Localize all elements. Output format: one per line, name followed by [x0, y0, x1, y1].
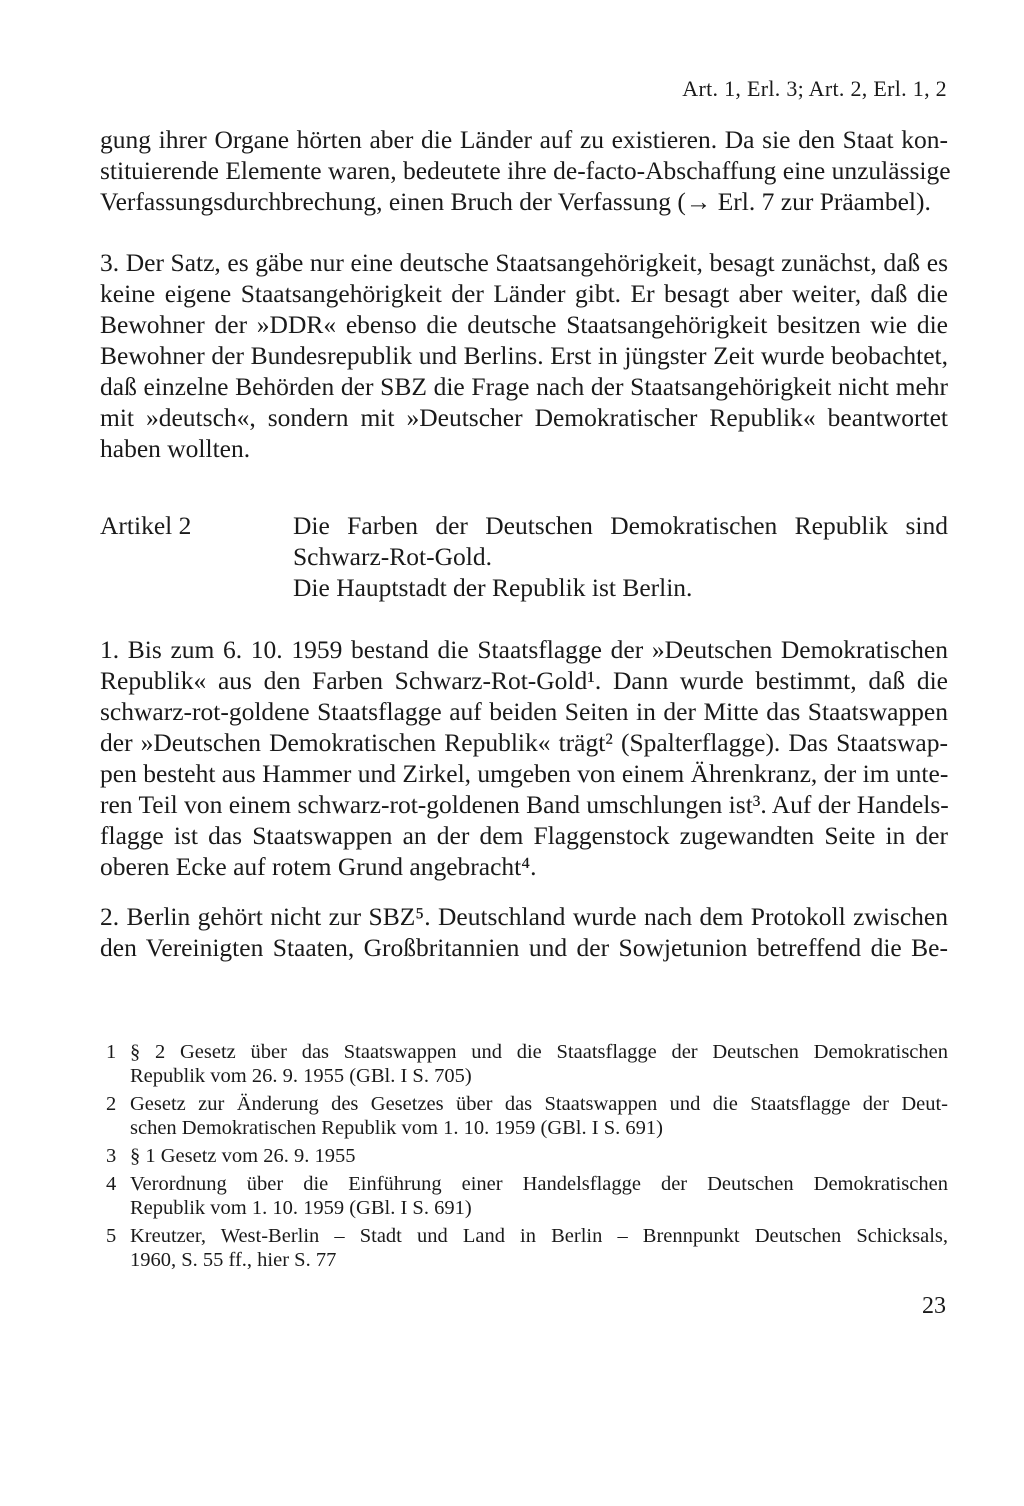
footnote	[106, 1172, 948, 1220]
footnote-line: Gesetz zur Änderung des Gesetzes über das Staatswappen und die Staatsflagge der Deut-	[130, 1093, 948, 1115]
footnote-line: Republik vom 1. 10. 1959 (GBl. I S. 691)	[130, 1197, 472, 1219]
text-line: 1. Bis zum 6. 10. 1959 bestand die Staatsflagge der »Deutschen Demokratischen	[100, 635, 948, 664]
paragraph-note-2	[100, 901, 948, 963]
text-line: Verfassungsdurchbrechung, einen Bruch der Verfassung (→ Erl. 7 zur Präambel).	[100, 187, 931, 216]
text-line: oberen Ecke auf rotem Grund angebracht⁴.	[100, 852, 537, 881]
article-line: Die Hauptstadt der Republik ist Berlin.	[293, 573, 693, 602]
text-line: pen besteht aus Hammer und Zirkel, umgeben von einem Ährenkranz, der im unte-	[100, 759, 949, 788]
text-line: haben wollten.	[100, 434, 251, 463]
running-head: Art. 1, Erl. 3; Art. 2, Erl. 1, 2	[682, 76, 947, 101]
paragraph-note-1	[100, 634, 948, 882]
text-line: flagge ist das Staatswappen an der dem Flaggenstock zugewandten Seite in der	[100, 821, 948, 850]
footnote	[106, 1040, 948, 1088]
text-line: daß einzelne Behörden der SBZ die Frage nach der Staatsangehörigkeit nicht mehr	[100, 372, 948, 401]
text-line: gung ihrer Organe hörten aber die Länder auf zu existieren. Da sie den Staat kon-	[100, 125, 948, 154]
footnotes	[106, 1040, 948, 1276]
footnote-number: 4	[106, 1173, 117, 1195]
text-line: 3. Der Satz, es gäbe nur eine deutsche Staatsangehörigkeit, besagt zunächst, daß es	[100, 248, 948, 277]
footnote-line: § 1 Gesetz vom 26. 9. 1955	[130, 1145, 356, 1167]
text-line: Bewohner der »DDR« ebenso die deutsche Staatsangehörigkeit besitzen wie die	[100, 310, 948, 339]
footnote-number: 1	[106, 1041, 117, 1063]
footnote-line: schen Demokratischen Republik vom 1. 10. 1959 (GBl. I S. 691)	[130, 1117, 663, 1139]
text-line: keine eigene Staatsangehörigkeit der Länder gibt. Er besagt aber weiter, daß die	[100, 279, 948, 308]
footnote-number: 3	[106, 1145, 117, 1167]
text-line: Bewohner der Bundesrepublik und Berlins. Erst in jüngster Zeit wurde beobachtet,	[100, 341, 948, 370]
footnote-line: Republik vom 26. 9. 1955 (GBl. I S. 705)	[130, 1065, 472, 1087]
footnote	[106, 1144, 948, 1168]
footnote-line: 1960, S. 55 ff., hier S. 77	[130, 1249, 337, 1271]
text-line: mit »deutsch«, sondern mit »Deutscher Demokratischer Republik« beantwortet	[100, 403, 948, 432]
footnote-number: 2	[106, 1093, 117, 1115]
text-line: schwarz-rot-goldene Staatsflagge auf beiden Seiten in der Mitte das Staatswappen	[100, 697, 948, 726]
article-label: Artikel 2	[100, 511, 192, 540]
footnote	[106, 1092, 948, 1140]
article-line: Schwarz-Rot-Gold.	[293, 542, 492, 571]
paragraph-continuation	[100, 124, 951, 217]
text-line: stituierende Elemente waren, bedeutete ihre de-facto-Abschaffung eine unzulässige	[100, 156, 951, 185]
article-text	[293, 510, 948, 603]
footnote-number: 5	[106, 1225, 117, 1247]
page-number: 23	[922, 1293, 946, 1319]
text-line: Republik« aus den Farben Schwarz-Rot-Gold¹. Dann wurde bestimmt, daß die	[100, 666, 948, 695]
article-line: Die Farben der Deutschen Demokratischen Republik sind	[293, 511, 948, 540]
footnote-line: Kreutzer, West-Berlin – Stadt und Land in Berlin – Brennpunkt Deutschen Schicksals,	[130, 1225, 948, 1247]
text-line: 2. Berlin gehört nicht zur SBZ⁵. Deutschland wurde nach dem Protokoll zwischen	[100, 902, 948, 931]
text-line: den Vereinigten Staaten, Großbritannien und der Sowjetunion betreffend die Be-	[100, 933, 948, 962]
footnote-line: § 2 Gesetz über das Staatswappen und die Staatsflagge der Deutschen Demokratischen	[130, 1041, 948, 1063]
paragraph-note-3	[100, 247, 948, 464]
text-line: der »Deutschen Demokratischen Republik« trägt² (Spalterflagge). Das Staatswap-	[100, 728, 948, 757]
footnote	[106, 1224, 948, 1272]
text-line: ren Teil von einem schwarz-rot-goldenen Band umschlungen ist³. Auf der Handels-	[100, 790, 949, 819]
footnote-line: Verordnung über die Einführung einer Handelsflagge der Deutschen Demokratischen	[130, 1173, 948, 1195]
